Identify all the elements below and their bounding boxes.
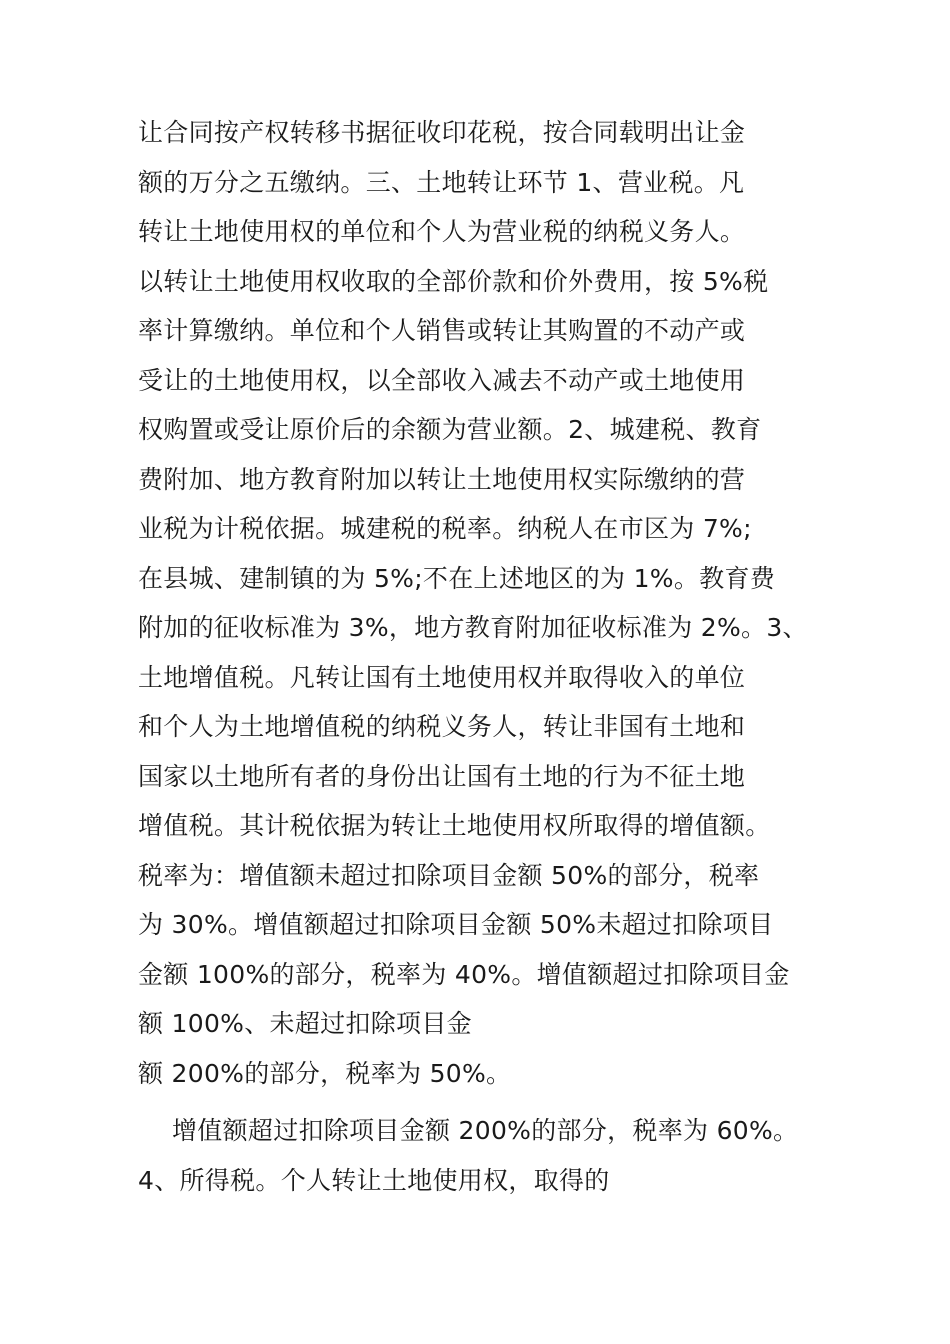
text-line: 在县城、建制镇的为 5%;不在上述地区的为 1%。教育费 [138,563,776,593]
text-line: 为 30%。增值额超过扣除项目金额 50%未超过扣除项目 [138,910,774,939]
text-line: 让合同按产权转移书据征收印花税，按合同载明出让金 [138,118,746,147]
text-line: 率计算缴纳。单位和个人销售或转让其购置的不动产或 [138,316,746,345]
text-line: 税率为：增值额未超过扣除项目金额 50%的部分，税率 [138,860,760,890]
text-line: 费附加、地方教育附加以转让土地使用权实际缴纳的营 [138,464,746,494]
text-line: 受让的土地使用权，以全部收入减去不动产或土地使用 [138,365,746,395]
paragraph-start-line: 增值额超过扣除项目金额 200%的部分，税率为 60%。 [172,1116,799,1145]
text-line: 国家以土地所有者的身份出让国有土地的行为不征土地 [138,761,746,791]
text-line: 和个人为土地增值税的纳税义务人，转让非国有土地和 [138,712,746,741]
text-line: 附加的征收标准为 3%，地方教育附加征收标准为 2%。3、 [138,613,808,642]
text-line: 4、所得税。个人转让土地使用权，取得的 [138,1165,610,1195]
text-line: 增值税。其计税依据为转让土地使用权所取得的增值额。 [138,811,771,840]
text-line: 业税为计税依据。城建税的税率。纳税人在市区为 7%; [138,514,752,543]
text-line: 以转让土地使用权收取的全部价款和价外费用，按 5%税 [138,266,769,296]
body-text [138,108,858,1205]
text-line: 权购置或受让原价后的余额为营业额。2、城建税、教育 [138,415,762,444]
text-line: 额 100%、未超过扣除项目金 [138,1009,472,1038]
text-line: 土地增值税。凡转让国有土地使用权并取得收入的单位 [138,662,746,692]
text-line: 金额 100%的部分，税率为 40%。增值额超过扣除项目金 [138,959,790,989]
text-line: 转让土地使用权的单位和个人为营业税的纳税义务人。 [138,217,746,246]
text-line: 额的万分之五缴纳。三、土地转让环节 1、营业税。凡 [138,167,745,197]
text-line: 额 200%的部分，税率为 50%。 [138,1058,512,1088]
